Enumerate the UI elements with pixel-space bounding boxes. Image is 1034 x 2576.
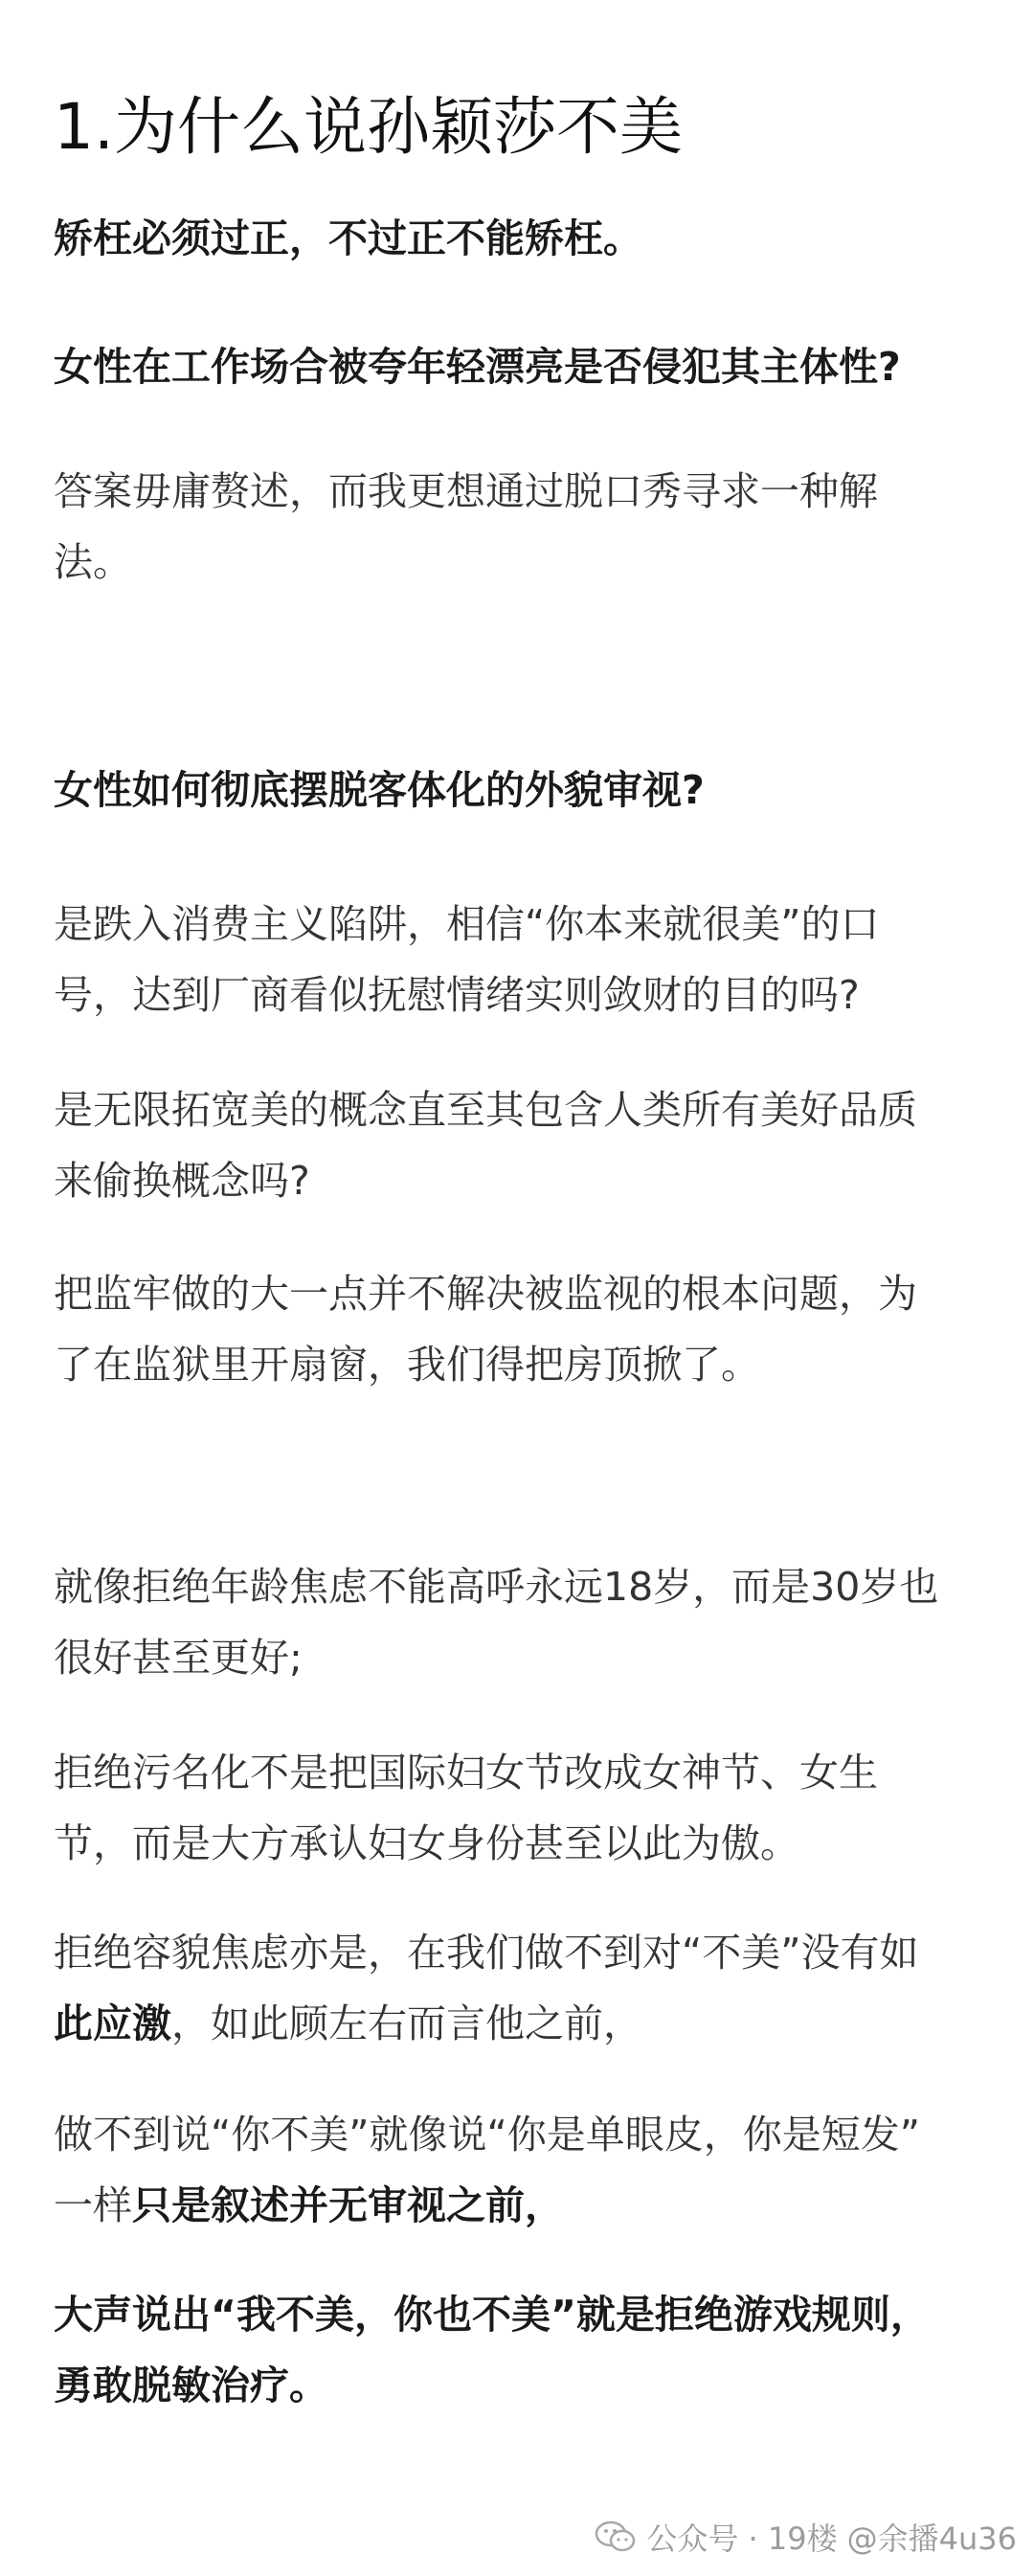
paragraph-12-line-2: 勇敢脱敏治疗。 — [54, 2362, 328, 2408]
paragraph-8-line-1: 就像拒绝年龄焦虑不能高呼永远18岁，而是30岁也 — [54, 1564, 939, 1610]
paragraph-5-line-1: 是跌入消费主义陷阱，相信“你本来就很美”的口 — [54, 901, 880, 947]
paragraph-11-line-2-start: 一样 — [54, 2182, 132, 2228]
paragraph-10 — [54, 1917, 992, 2059]
paragraph-8 — [54, 1551, 992, 1693]
paragraph-3-line-1: 答案毋庸赘述，而我更想通过脱口秀寻求一种解 — [54, 468, 878, 514]
paragraph-10-line-1: 拒绝容貌焦虑亦是，在我们做不到对“不美”没有如 — [54, 1930, 919, 1976]
paragraph-3-line-2: 法。 — [54, 539, 132, 585]
paragraph-11 — [54, 2099, 992, 2241]
paragraph-12-line-1: 大声说出“我不美，你也不美”就是拒绝游戏规则， — [54, 2292, 930, 2338]
paragraph-11-emphasis: 只是叙述并无审视之前， — [132, 2182, 564, 2228]
paragraph-7-line-1: 把监牢做的大一点并不解决被监视的根本问题，为 — [54, 1271, 917, 1317]
paragraph-6-line-2: 来偷换概念吗? — [54, 1158, 310, 1204]
watermark-user: @余播4u36 — [846, 2520, 1017, 2557]
paragraph-1: 矫枉必须过正，不过正不能矫枉。 — [54, 215, 642, 261]
paragraph-6 — [54, 1074, 992, 1216]
paragraph-5-line-2: 号，达到厂商看似抚慰情绪实则敛财的目的吗? — [54, 972, 860, 1018]
paragraph-6-line-1: 是无限拓宽美的概念直至其包含人类所有美好品质 — [54, 1087, 917, 1133]
paragraph-4: 女性如何彻底摆脱客体化的外貌审视? — [54, 767, 705, 813]
paragraph-7-line-2: 了在监狱里开扇窗，我们得把房顶掀了。 — [54, 1342, 760, 1388]
paragraph-8-line-2: 很好甚至更好; — [54, 1635, 303, 1681]
watermark-source: 公众号 · 19楼 — [646, 2520, 838, 2557]
paragraph-11-line-1: 做不到说“你不美”就像说“你是单眼皮，你是短发” — [54, 2112, 920, 2158]
paragraph-2: 女性在工作场合被夸年轻漂亮是否侵犯其主体性? — [54, 344, 901, 390]
paragraph-10-emphasis: 此应激 — [54, 2000, 171, 2046]
paragraph-9-line-1: 拒绝污名化不是把国际妇女节改成女神节、女生 — [54, 1750, 878, 1796]
paragraph-5 — [54, 889, 992, 1030]
paragraph-3 — [54, 456, 992, 598]
paragraph-10-line-2-rest: ，如此顾左右而言他之前， — [171, 2000, 642, 2046]
wechat-icon — [595, 2520, 637, 2554]
watermark — [595, 2515, 1017, 2559]
article-title: 1.为什么说孙颖莎不美 — [54, 90, 683, 164]
paragraph-7 — [54, 1258, 992, 1400]
paragraph-9-line-2: 节，而是大方承认妇女身份甚至以此为傲。 — [54, 1820, 799, 1866]
paragraph-12 — [54, 2279, 992, 2421]
paragraph-9 — [54, 1737, 992, 1879]
